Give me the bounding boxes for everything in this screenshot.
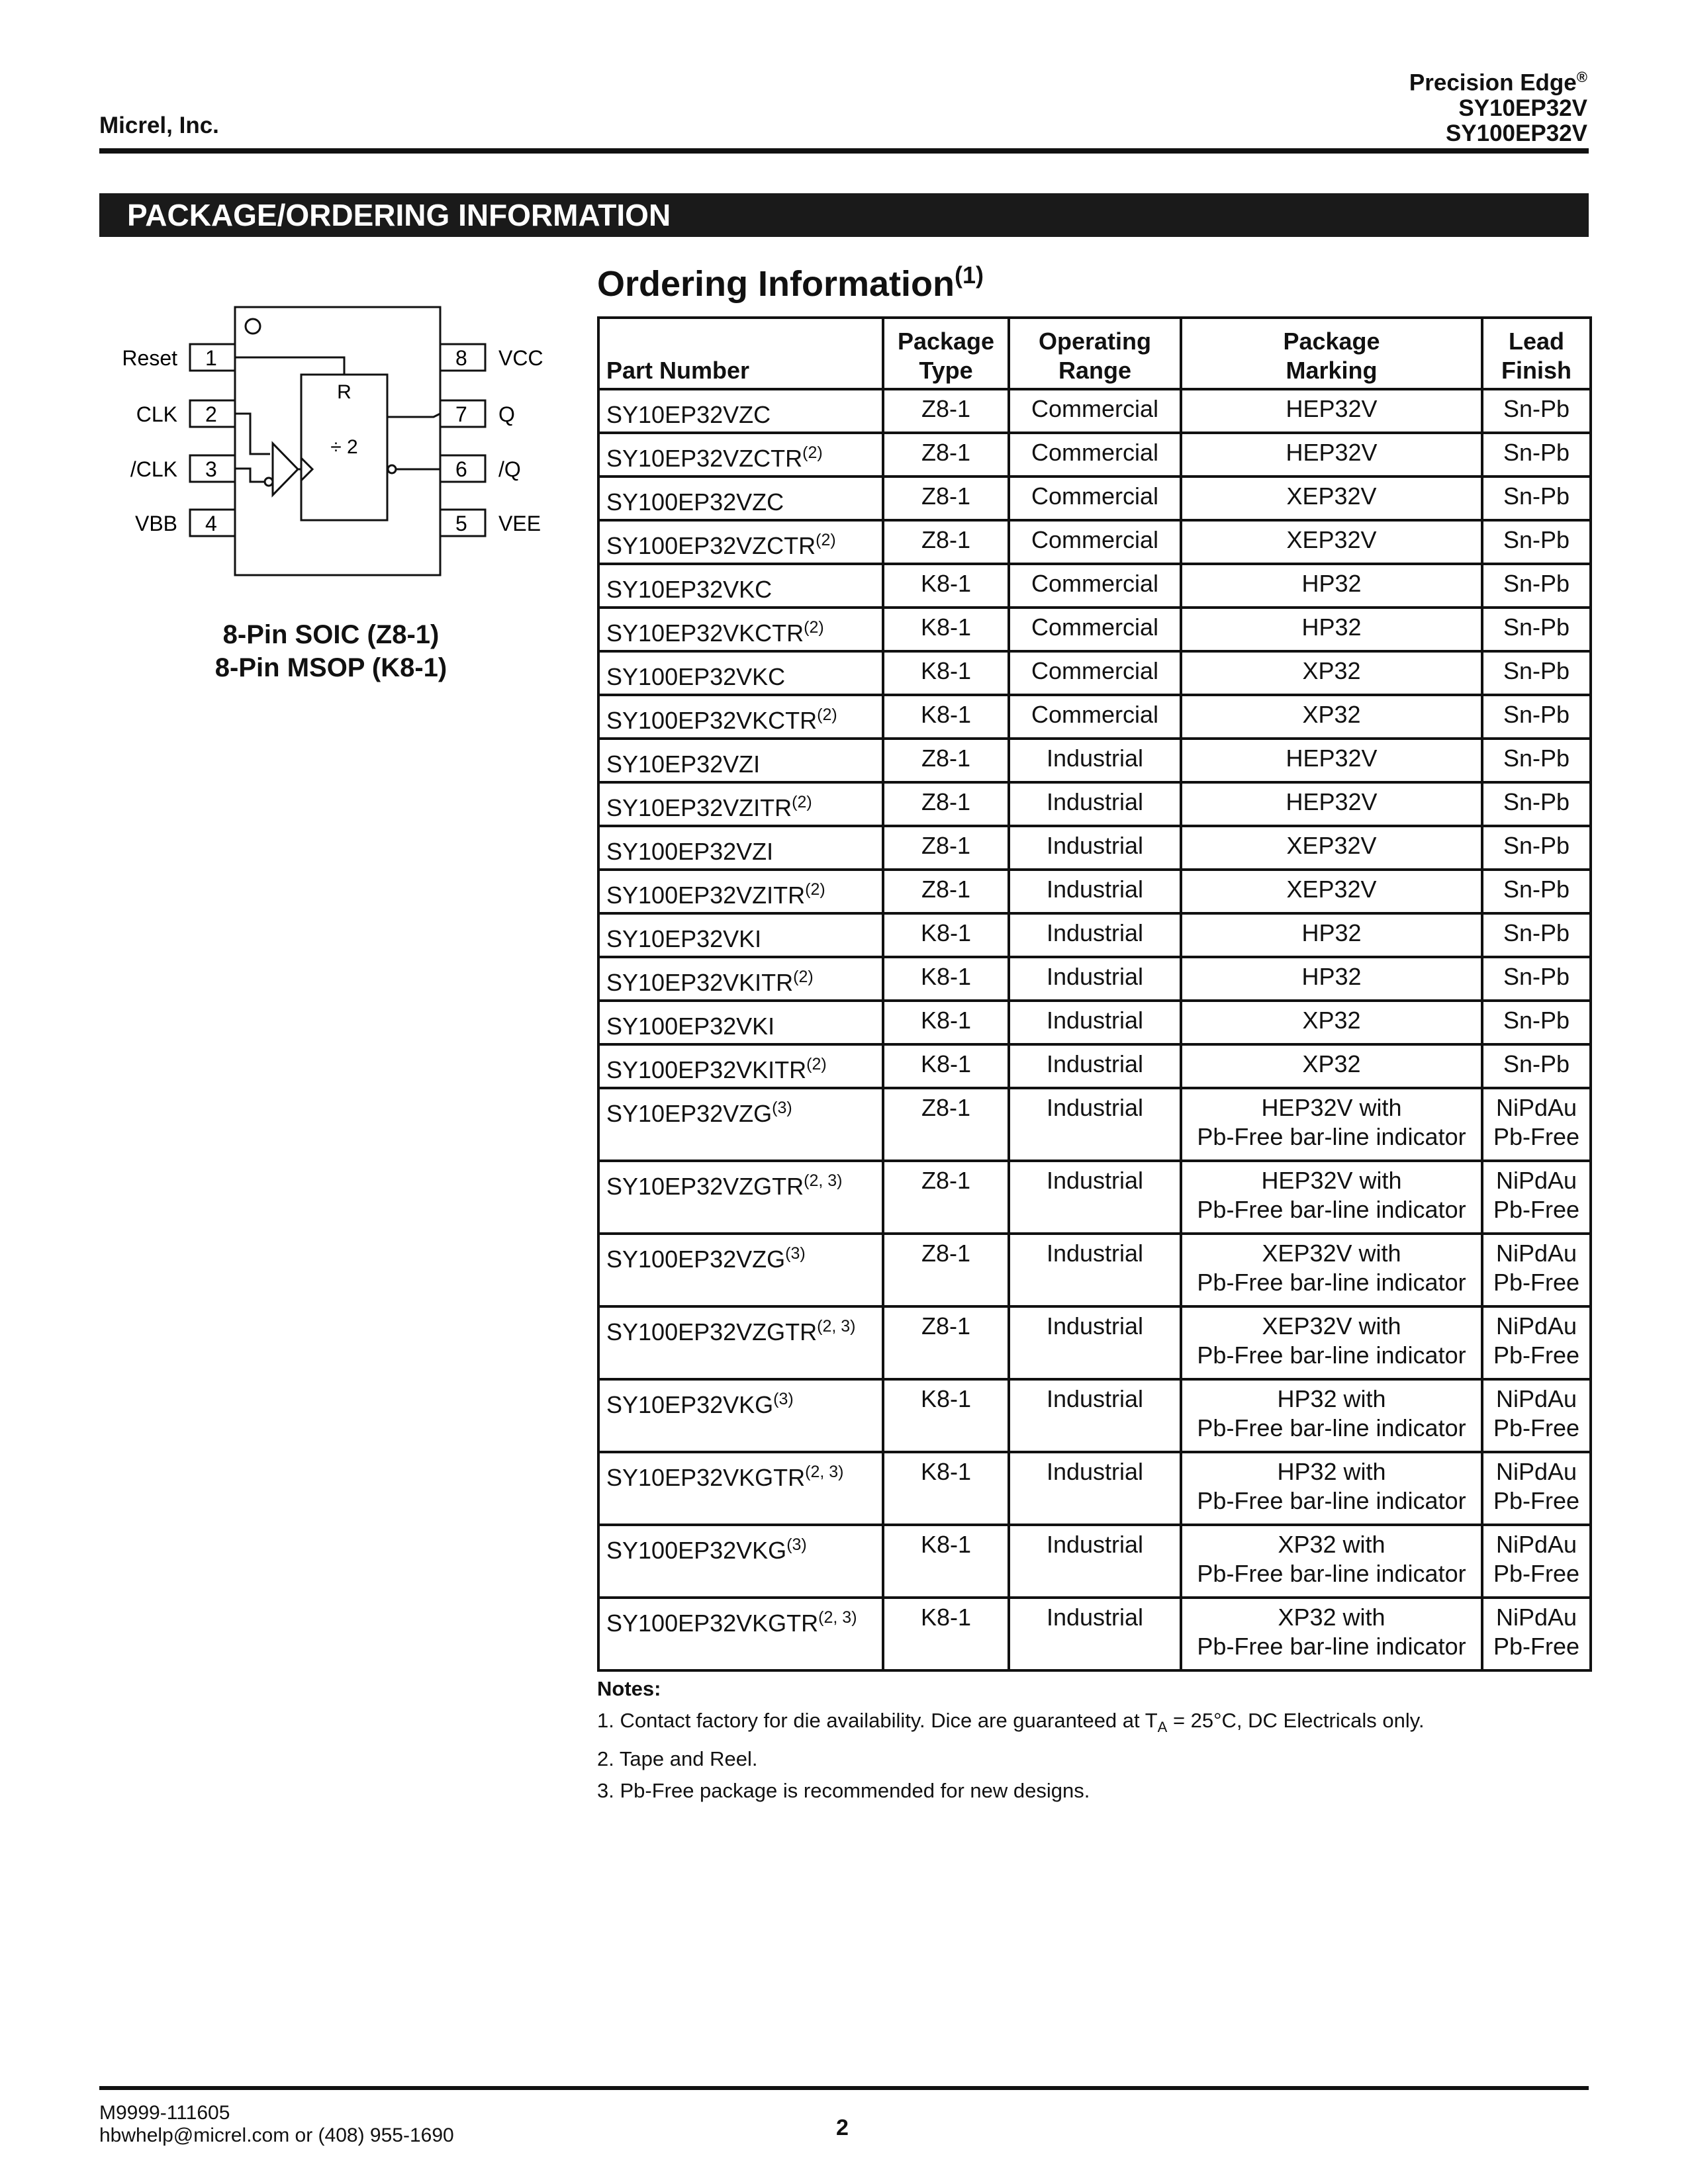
cell-operating-range: Commercial (1009, 564, 1181, 608)
note-3: 3. Pb-Free package is recommended for new designs. (597, 1779, 1090, 1803)
table-row (598, 520, 1591, 564)
pin-number: 6 (455, 457, 467, 481)
pin-number: 5 (455, 512, 467, 535)
header-part-2: SY100EP32V (1445, 120, 1587, 146)
cell-lead-finish: Sn-Pb (1482, 389, 1591, 433)
section-title: PACKAGE/ORDERING INFORMATION (99, 193, 1589, 237)
cell-package-type: K8-1 (883, 1379, 1009, 1452)
pin-number: 7 (455, 402, 467, 426)
cell-operating-range: Industrial (1009, 782, 1181, 826)
cell-package-type: K8-1 (883, 1452, 1009, 1525)
table-row (598, 608, 1591, 651)
col-package-type: Package Type (883, 318, 1009, 389)
notes (597, 1673, 1425, 1807)
cell-lead-finish: NiPdAu Pb-Free (1482, 1379, 1591, 1452)
cell-part-number: SY10EP32VKITR$^{(2)}$ (598, 957, 883, 1001)
cell-operating-range: Commercial (1009, 608, 1181, 651)
cell-part-number: SY10EP32VKG$^{(3)}$ (598, 1379, 883, 1452)
cell-lead-finish: NiPdAu Pb-Free (1482, 1088, 1591, 1161)
cell-operating-range: Commercial (1009, 389, 1181, 433)
footer-info (99, 2102, 454, 2147)
cell-package-type: Z8-1 (883, 1306, 1009, 1379)
cell-package-marking: XP32 (1181, 695, 1482, 739)
cell-lead-finish: Sn-Pb (1482, 520, 1591, 564)
table-row (598, 1452, 1591, 1525)
cell-package-marking: HEP32V (1181, 433, 1482, 477)
table-row (598, 1001, 1591, 1044)
table-row (598, 477, 1591, 520)
note-1: 1. Contact factory for die availability. Dice are guaranteed at $T_A = 25^\circ C$, DC Electricals only. (597, 1709, 1425, 1736)
cell-part-number: SY10EP32VZGTR$^{(2, 3)}$ (598, 1161, 883, 1234)
cell-lead-finish: NiPdAu Pb-Free (1482, 1452, 1591, 1525)
cell-operating-range: Commercial (1009, 433, 1181, 477)
cell-operating-range: Industrial (1009, 739, 1181, 782)
cell-package-type: Z8-1 (883, 782, 1009, 826)
cell-operating-range: Industrial (1009, 1452, 1181, 1525)
cell-package-marking: HP32 (1181, 913, 1482, 957)
cell-package-marking: HEP32V (1181, 739, 1482, 782)
page-number: 2 (836, 2115, 849, 2140)
cell-package-type: K8-1 (883, 1001, 1009, 1044)
cell-operating-range: Commercial (1009, 477, 1181, 520)
table-header-row (598, 318, 1591, 389)
table-row (598, 651, 1591, 695)
cell-package-type: Z8-1 (883, 389, 1009, 433)
cell-part-number: SY100EP32VZC (598, 477, 883, 520)
cell-package-type: K8-1 (883, 651, 1009, 695)
buffer-symbol (273, 443, 298, 495)
cell-part-number: SY100EP32VKG$^{(3)}$ (598, 1525, 883, 1598)
cell-part-number: SY100EP32VKCTR$^{(2)}$ (598, 695, 883, 739)
notes-heading: Notes: (597, 1677, 661, 1700)
cell-operating-range: Industrial (1009, 1088, 1181, 1161)
contact-info: hbwhelp@micrel.com or (408) 955-1690 (99, 2124, 454, 2146)
cell-package-marking: XP32 (1181, 1044, 1482, 1088)
cell-operating-range: Industrial (1009, 1001, 1181, 1044)
cell-lead-finish: Sn-Pb (1482, 826, 1591, 870)
ordering-table (597, 316, 1592, 1672)
doc-number: M9999-111605 (99, 2102, 230, 2124)
cell-lead-finish: NiPdAu Pb-Free (1482, 1234, 1591, 1306)
cell-package-type: Z8-1 (883, 826, 1009, 870)
cell-operating-range: Industrial (1009, 1598, 1181, 1670)
col-operating-range: Operating Range (1009, 318, 1181, 389)
cell-package-type: K8-1 (883, 695, 1009, 739)
cell-package-type: K8-1 (883, 564, 1009, 608)
cell-part-number: SY10EP32VZG$^{(3)}$ (598, 1088, 883, 1161)
cell-package-type: Z8-1 (883, 1088, 1009, 1161)
package-caption (152, 618, 510, 684)
cell-operating-range: Industrial (1009, 1306, 1181, 1379)
pin1-dot (246, 319, 260, 334)
pin-number: 2 (205, 402, 217, 426)
cell-package-marking: XEP32V (1181, 477, 1482, 520)
block-divide-label: ÷ 2 (330, 436, 358, 458)
cell-part-number: SY10EP32VKI (598, 913, 883, 957)
cell-operating-range: Industrial (1009, 1234, 1181, 1306)
cell-part-number: SY10EP32VKGTR$^{(2, 3)}$ (598, 1452, 883, 1525)
cell-operating-range: Industrial (1009, 913, 1181, 957)
pin-name: Reset (122, 346, 177, 370)
cell-operating-range: Industrial (1009, 957, 1181, 1001)
cell-operating-range: Industrial (1009, 1044, 1181, 1088)
cell-package-marking: XP32 (1181, 1001, 1482, 1044)
cell-lead-finish: NiPdAu Pb-Free (1482, 1306, 1591, 1379)
table-row (598, 1234, 1591, 1306)
col-lead-finish: Lead Finish (1482, 318, 1591, 389)
cell-operating-range: Industrial (1009, 1525, 1181, 1598)
brand-line: Precision Edge® (1409, 69, 1587, 96)
cell-package-marking: HP32 with Pb-Free bar-line indicator (1181, 1379, 1482, 1452)
cell-lead-finish: Sn-Pb (1482, 564, 1591, 608)
block-reset-label: R (337, 381, 352, 403)
cell-package-type: K8-1 (883, 957, 1009, 1001)
cell-lead-finish: Sn-Pb (1482, 695, 1591, 739)
cell-part-number: SY100EP32VZITR$^{(2)}$ (598, 870, 883, 913)
pin-number: 8 (455, 346, 467, 370)
cell-lead-finish: Sn-Pb (1482, 651, 1591, 695)
cell-package-marking: XP32 (1181, 651, 1482, 695)
cell-package-type: Z8-1 (883, 477, 1009, 520)
cell-part-number: SY100EP32VZGTR$^{(2, 3)}$ (598, 1306, 883, 1379)
cell-package-type: Z8-1 (883, 433, 1009, 477)
cell-package-type: Z8-1 (883, 739, 1009, 782)
table-row (598, 1161, 1591, 1234)
pin-name: VCC (498, 346, 543, 370)
cell-package-marking: XEP32V (1181, 520, 1482, 564)
cell-lead-finish: Sn-Pb (1482, 1001, 1591, 1044)
table-row (598, 389, 1591, 433)
cell-lead-finish: Sn-Pb (1482, 957, 1591, 1001)
cell-package-type: K8-1 (883, 1044, 1009, 1088)
col-part-number: Part Number (598, 318, 883, 389)
cell-package-type: Z8-1 (883, 1161, 1009, 1234)
cell-part-number: SY10EP32VZCTR$^{(2)}$ (598, 433, 883, 477)
cell-part-number: SY10EP32VZI (598, 739, 883, 782)
cell-package-type: Z8-1 (883, 520, 1009, 564)
table-row (598, 1088, 1591, 1161)
col-package-marking: Package Marking (1181, 318, 1482, 389)
table-row (598, 1379, 1591, 1452)
cell-part-number: SY100EP32VZG$^{(3)}$ (598, 1234, 883, 1306)
pin-number: 3 (205, 457, 217, 481)
pinout-diagram (99, 298, 576, 589)
pin-name: CLK (136, 402, 177, 426)
header-part-1: SY10EP32V (1458, 95, 1587, 121)
cell-part-number: SY100EP32VKC (598, 651, 883, 695)
cell-operating-range: Industrial (1009, 870, 1181, 913)
cell-package-type: Z8-1 (883, 1234, 1009, 1306)
cell-package-marking: XEP32V with Pb-Free bar-line indicator (1181, 1306, 1482, 1379)
cell-package-marking: HEP32V (1181, 389, 1482, 433)
table-row (598, 957, 1591, 1001)
cell-part-number: SY100EP32VZI (598, 826, 883, 870)
document-header (1409, 65, 1587, 146)
pin-name: VBB (134, 512, 177, 535)
cell-part-number: SY10EP32VKC (598, 564, 883, 608)
cell-package-marking: XP32 with Pb-Free bar-line indicator (1181, 1525, 1482, 1598)
company-name: Micrel, Inc. (99, 113, 219, 138)
cell-operating-range: Industrial (1009, 1379, 1181, 1452)
pin-number: 4 (205, 512, 217, 535)
cell-lead-finish: NiPdAu Pb-Free (1482, 1161, 1591, 1234)
cell-operating-range: Industrial (1009, 1161, 1181, 1234)
pin-name: /CLK (130, 457, 177, 481)
pin-name: Q (498, 402, 515, 426)
cell-operating-range: Commercial (1009, 520, 1181, 564)
cell-lead-finish: Sn-Pb (1482, 608, 1591, 651)
pin-number: 1 (205, 346, 217, 370)
cell-operating-range: Industrial (1009, 826, 1181, 870)
cell-package-marking: XP32 with Pb-Free bar-line indicator (1181, 1598, 1482, 1670)
cell-part-number: SY100EP32VKITR$^{(2)}$ (598, 1044, 883, 1088)
cell-package-marking: HEP32V (1181, 782, 1482, 826)
cell-lead-finish: Sn-Pb (1482, 477, 1591, 520)
cell-part-number: SY100EP32VKI (598, 1001, 883, 1044)
cell-package-marking: XEP32V with Pb-Free bar-line indicator (1181, 1234, 1482, 1306)
footer-rule (99, 2086, 1589, 2090)
cell-package-marking: HP32 with Pb-Free bar-line indicator (1181, 1452, 1482, 1525)
table-row (598, 564, 1591, 608)
table-row (598, 1525, 1591, 1598)
header-rule (99, 148, 1589, 154)
cell-lead-finish: Sn-Pb (1482, 739, 1591, 782)
note-2: 2. Tape and Reel. (597, 1747, 758, 1771)
cell-lead-finish: NiPdAu Pb-Free (1482, 1598, 1591, 1670)
cell-part-number: SY10EP32VZC (598, 389, 883, 433)
cell-lead-finish: Sn-Pb (1482, 433, 1591, 477)
package-caption-soic: 8-Pin SOIC (Z8-1) (222, 620, 440, 649)
cell-package-type: K8-1 (883, 913, 1009, 957)
cell-part-number: SY100EP32VZCTR$^{(2)}$ (598, 520, 883, 564)
cell-package-marking: XEP32V (1181, 870, 1482, 913)
cell-package-marking: HP32 (1181, 957, 1482, 1001)
pin-name: /Q (498, 457, 521, 481)
table-row (598, 826, 1591, 870)
cell-package-type: K8-1 (883, 1525, 1009, 1598)
ordering-title: Ordering Information$^{(1)}$ (597, 261, 984, 304)
cell-package-marking: HP32 (1181, 608, 1482, 651)
table-row (598, 870, 1591, 913)
table-row (598, 433, 1591, 477)
package-caption-msop: 8-Pin MSOP (K8-1) (214, 653, 447, 682)
cell-package-marking: HEP32V with Pb-Free bar-line indicator (1181, 1088, 1482, 1161)
cell-operating-range: Commercial (1009, 695, 1181, 739)
table-row (598, 913, 1591, 957)
cell-package-type: K8-1 (883, 1598, 1009, 1670)
cell-package-type: K8-1 (883, 608, 1009, 651)
cell-lead-finish: Sn-Pb (1482, 870, 1591, 913)
cell-lead-finish: Sn-Pb (1482, 782, 1591, 826)
cell-part-number: SY10EP32VZITR$^{(2)}$ (598, 782, 883, 826)
table-row (598, 1306, 1591, 1379)
cell-operating-range: Commercial (1009, 651, 1181, 695)
cell-part-number: SY100EP32VKGTR$^{(2, 3)}$ (598, 1598, 883, 1670)
table-row (598, 1598, 1591, 1670)
cell-package-marking: HEP32V with Pb-Free bar-line indicator (1181, 1161, 1482, 1234)
pin-name: VEE (498, 512, 541, 535)
cell-lead-finish: NiPdAu Pb-Free (1482, 1525, 1591, 1598)
cell-lead-finish: Sn-Pb (1482, 913, 1591, 957)
cell-package-marking: HP32 (1181, 564, 1482, 608)
cell-package-type: Z8-1 (883, 870, 1009, 913)
table-row (598, 739, 1591, 782)
table-row (598, 1044, 1591, 1088)
cell-lead-finish: Sn-Pb (1482, 1044, 1591, 1088)
cell-package-marking: XEP32V (1181, 826, 1482, 870)
table-row (598, 782, 1591, 826)
cell-part-number: SY10EP32VKCTR$^{(2)}$ (598, 608, 883, 651)
table-row (598, 695, 1591, 739)
